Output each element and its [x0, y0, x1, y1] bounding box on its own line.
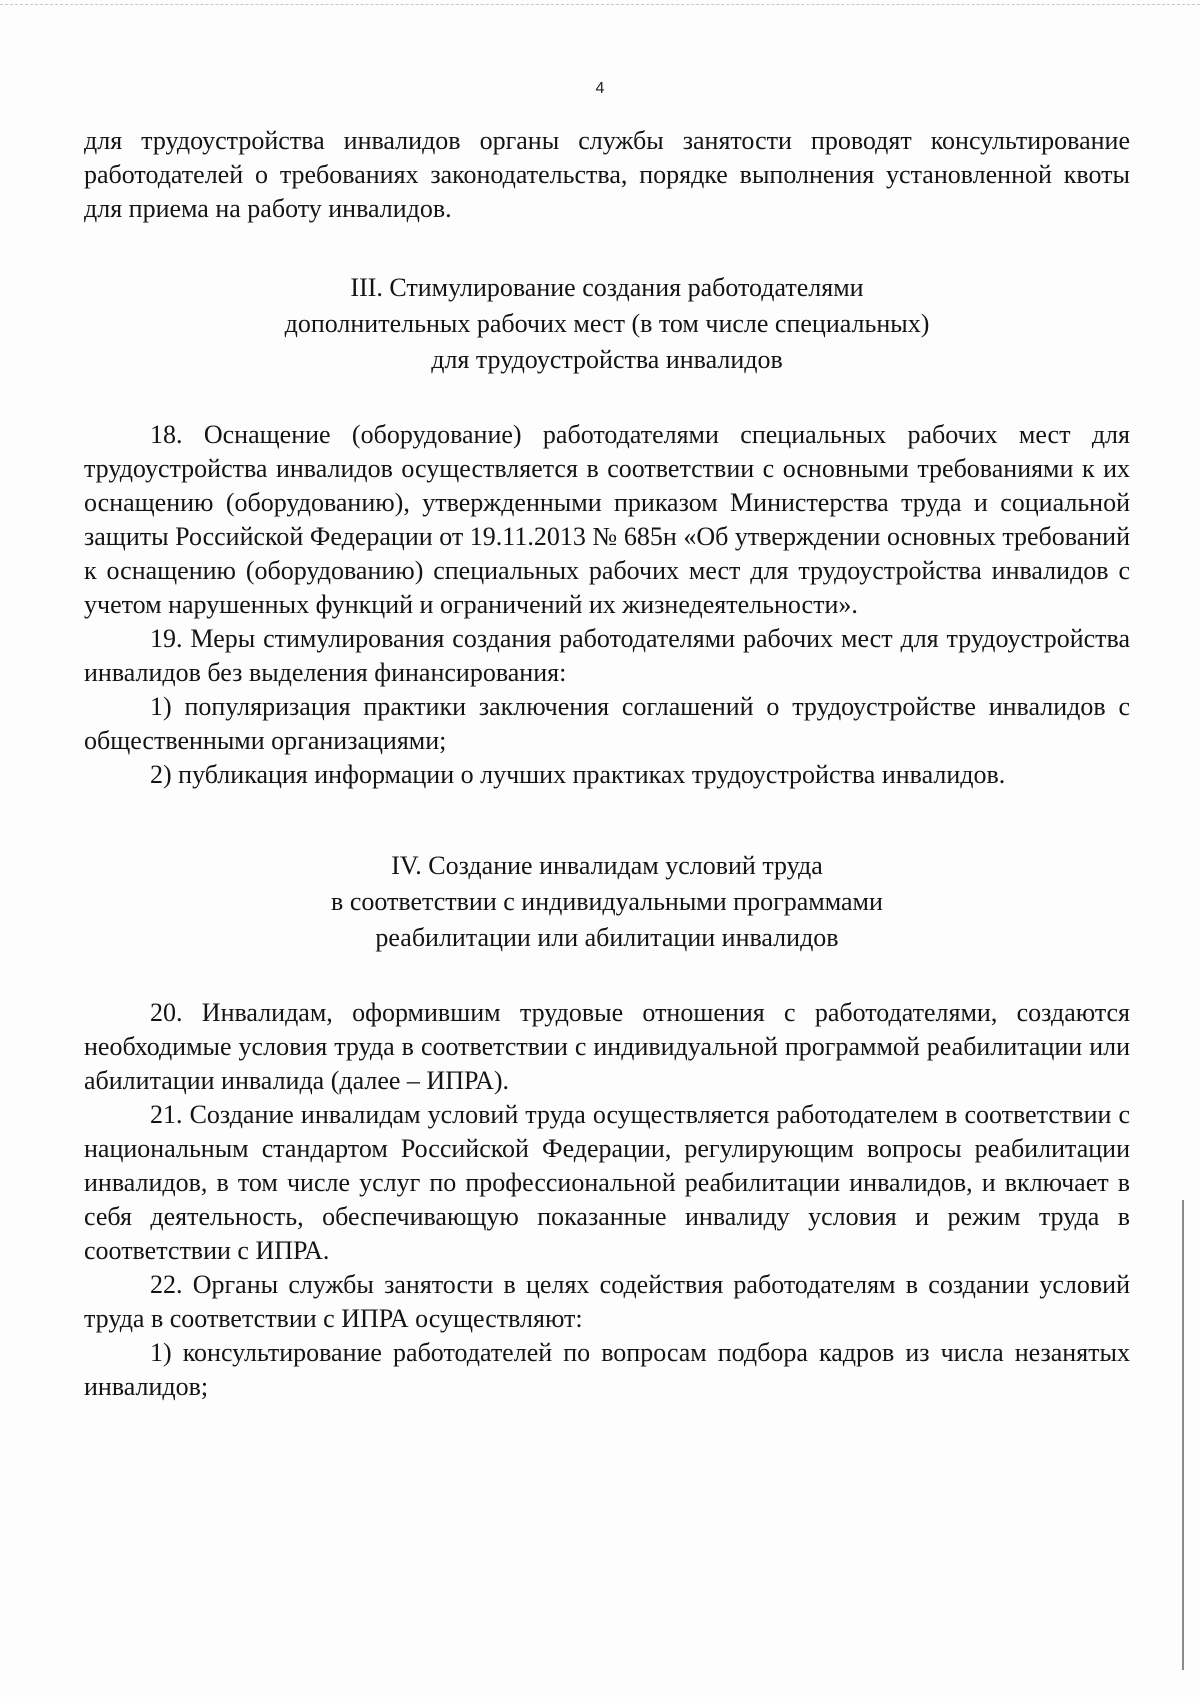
paragraph-intro: для трудоустройства инвалидов органы службы занятости проводят консультирование работодателей о требованиях законодательства, порядке выполнения установленной квоты для приема на работу инвалидов. [84, 126, 1130, 223]
page-number: 4 [595, 80, 605, 97]
document-body [84, 124, 1130, 1404]
scan-edge-top [0, 4, 1200, 5]
paragraph-20: 20. Инвалидам, оформившим трудовые отношения с работодателями, создаются необходимые условия труда в соответствии с индивидуальной программой реабилитации или абилитации инвалида (далее – ИПРА). [84, 998, 1130, 1095]
section-heading-4 [84, 848, 1130, 956]
paragraph-18: 18. Оснащение (оборудование) работодателями специальных рабочих мест для трудоустройства инвалидов осуществляется в соответствии с основными требованиями к их оснащению (оборудованию), утвержденными приказом Министерства труда и социальной защиты Российской Федерации от 19.11.2013 № 685н «Об утверждении основных требований к оснащению (оборудованию) специальных рабочих мест для трудоустройства инвалидов с учетом нарушенных функций и ограничений их жизнедеятельности». [84, 420, 1130, 619]
scan-edge-right [1182, 1200, 1184, 1670]
paragraph-19-item-1: 1) популяризация практики заключения соглашений о трудоустройстве инвалидов с общественными организациями; [84, 692, 1130, 755]
paragraph-19-item-2: 2) публикация информации о лучших практиках трудоустройства инвалидов. [150, 760, 1006, 789]
section-heading-4-line-3: реабилитации или абилитации инвалидов [375, 923, 839, 952]
section-heading-4-line-1: IV. Создание инвалидам условий труда [391, 851, 823, 880]
paragraph-19: 19. Меры стимулирования создания работодателями рабочих мест для трудоустройства инвалидов без выделения финансирования: [84, 624, 1130, 687]
section-heading-3 [84, 270, 1130, 378]
section-heading-4-line-2: в соответствии с индивидуальными программами [331, 887, 883, 916]
section-heading-3-line-2: дополнительных рабочих мест (в том числе специальных) [284, 309, 930, 338]
paragraph-22-item-1: 1) консультирование работодателей по вопросам подбора кадров из числа незанятых инвалидов; [84, 1338, 1130, 1401]
paragraph-22: 22. Органы службы занятости в целях содействия работодателям в создании условий труда в соответствии с ИПРА осуществляют: [84, 1270, 1130, 1333]
section-heading-3-line-1: III. Стимулирование создания работодателями [350, 273, 864, 302]
paragraph-21: 21. Создание инвалидам условий труда осуществляется работодателем в соответствии с национальным стандартом Российской Федерации, регулирующим вопросы реабилитации инвалидов, в том числе услуг по профессиональной реабилитации инвалидов, и включает в себя деятельность, обеспечивающую показанные инвалиду условия и режим труда в соответствии с ИПРА. [84, 1100, 1130, 1265]
section-heading-3-line-3: для трудоустройства инвалидов [431, 345, 783, 374]
